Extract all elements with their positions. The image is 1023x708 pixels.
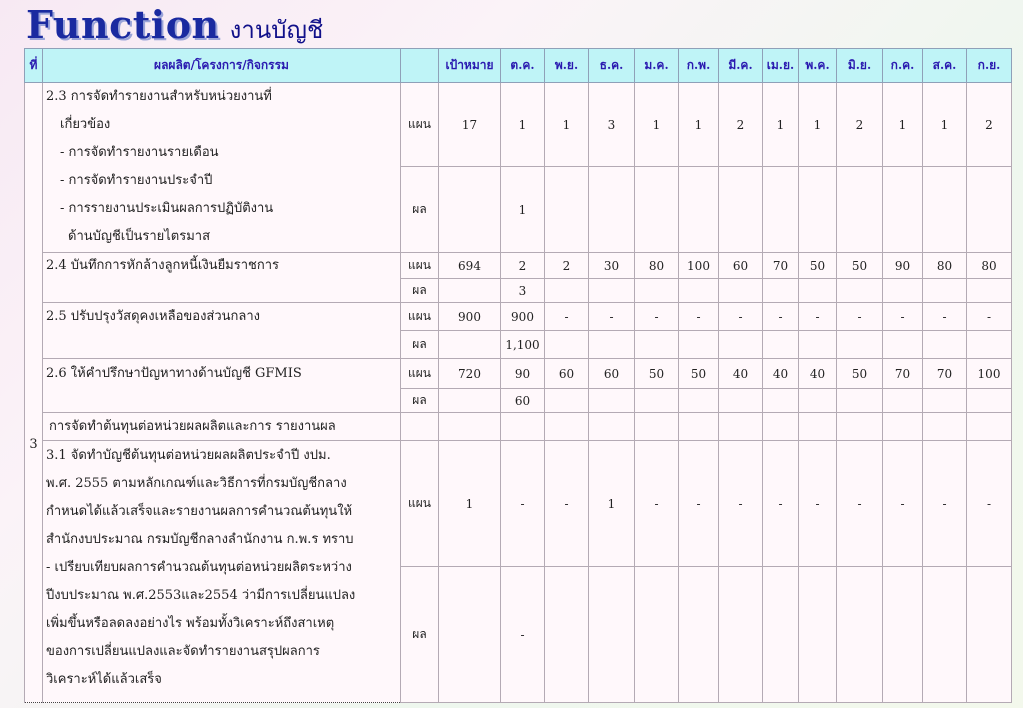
month-cell: - xyxy=(799,441,837,567)
header-no: ที่ xyxy=(25,49,43,83)
month-cell: 2 xyxy=(837,83,883,167)
month-cell: - xyxy=(545,441,589,567)
header-month: ม.ค. xyxy=(635,49,679,83)
month-cell xyxy=(967,331,1012,359)
item-2-6-description xyxy=(43,359,401,413)
month-cell xyxy=(589,567,635,703)
result-label: ผล xyxy=(401,567,439,703)
month-cell xyxy=(799,389,837,413)
month-cell: 1 xyxy=(883,83,923,167)
month-cell: 1 xyxy=(501,167,545,253)
header-month: เม.ย. xyxy=(763,49,799,83)
month-cell xyxy=(589,279,635,303)
month-cell xyxy=(545,167,589,253)
month-cell: - xyxy=(923,441,967,567)
item-2-5-description xyxy=(43,303,401,359)
item-2-4-description xyxy=(43,253,401,303)
month-cell: - xyxy=(763,441,799,567)
month-cell xyxy=(679,167,719,253)
month-cell: 1 xyxy=(763,83,799,167)
empty-cell xyxy=(401,413,439,441)
month-cell: 50 xyxy=(679,359,719,389)
header-month: ธ.ค. xyxy=(589,49,635,83)
month-cell xyxy=(763,389,799,413)
month-cell: - xyxy=(679,303,719,331)
month-cell xyxy=(545,279,589,303)
header-month: ก.ย. xyxy=(967,49,1012,83)
month-cell: 50 xyxy=(837,359,883,389)
month-cell: 1 xyxy=(635,83,679,167)
month-cell: 50 xyxy=(635,359,679,389)
table-row xyxy=(25,441,1012,567)
month-cell xyxy=(635,389,679,413)
desc-line: 2.5 ปรับปรุงวัสดุคงเหลือของส่วนกลาง xyxy=(46,309,261,324)
month-cell: 70 xyxy=(883,359,923,389)
month-cell: - xyxy=(635,303,679,331)
month-cell: 1 xyxy=(923,83,967,167)
function-table xyxy=(24,48,1012,703)
month-cell xyxy=(799,279,837,303)
month-cell: 50 xyxy=(799,253,837,279)
month-cell xyxy=(719,167,763,253)
month-cell: 1 xyxy=(545,83,589,167)
empty-cell xyxy=(799,413,837,441)
month-cell xyxy=(635,331,679,359)
month-cell xyxy=(799,567,837,703)
empty-cell xyxy=(501,413,545,441)
empty-cell xyxy=(967,413,1012,441)
empty-cell xyxy=(883,413,923,441)
month-cell: 100 xyxy=(967,359,1012,389)
header-month: มิ.ย. xyxy=(837,49,883,83)
target-cell: 17 xyxy=(439,83,501,167)
desc-line: 2.3 การจัดทำรายงานสำหรับหน่วยงานที่ xyxy=(46,89,272,104)
month-cell xyxy=(837,167,883,253)
month-cell: - xyxy=(967,441,1012,567)
month-cell: 80 xyxy=(923,253,967,279)
month-cell xyxy=(719,567,763,703)
month-cell: 1 xyxy=(589,441,635,567)
month-cell: 1,100 xyxy=(501,331,545,359)
month-cell xyxy=(545,331,589,359)
header-blank xyxy=(401,49,439,83)
desc-line: กำหนดได้แล้วเสร็จและรายงานผลการคำนวณต้นทุนให้ xyxy=(46,504,353,519)
desc-line: ปีงบประมาณ พ.ศ.2553และ2554 ว่ามีการเปลี่ยนแปลง xyxy=(46,588,356,603)
month-cell xyxy=(635,567,679,703)
month-cell: 3 xyxy=(589,83,635,167)
empty-cell xyxy=(589,413,635,441)
month-cell xyxy=(763,567,799,703)
month-cell: 40 xyxy=(763,359,799,389)
month-cell: 2 xyxy=(719,83,763,167)
desc-line: - การรายงานประเมินผลการปฏิบัติงาน xyxy=(60,201,274,216)
table-row xyxy=(25,303,1012,331)
month-cell xyxy=(635,167,679,253)
month-cell: - xyxy=(883,303,923,331)
month-cell: 3 xyxy=(501,279,545,303)
target-cell xyxy=(439,279,501,303)
month-cell xyxy=(883,167,923,253)
header-month: ส.ค. xyxy=(923,49,967,83)
empty-cell xyxy=(439,413,501,441)
target-cell xyxy=(439,331,501,359)
month-cell xyxy=(679,279,719,303)
item-3-1-description xyxy=(43,441,401,703)
month-cell xyxy=(883,279,923,303)
table-row xyxy=(25,83,1012,167)
month-cell: 90 xyxy=(501,359,545,389)
target-cell: 900 xyxy=(439,303,501,331)
month-cell xyxy=(923,389,967,413)
table-row xyxy=(25,253,1012,279)
month-cell xyxy=(545,389,589,413)
month-cell xyxy=(837,389,883,413)
header-product: ผลผลิต/โครงการ/กิจกรรม xyxy=(43,49,401,83)
month-cell: - xyxy=(679,441,719,567)
month-cell xyxy=(719,331,763,359)
month-cell: 80 xyxy=(635,253,679,279)
month-cell: - xyxy=(967,303,1012,331)
month-cell xyxy=(679,331,719,359)
month-cell xyxy=(923,331,967,359)
item-3-description xyxy=(43,413,401,441)
result-label: ผล xyxy=(401,279,439,303)
empty-cell xyxy=(923,413,967,441)
month-cell: 2 xyxy=(545,253,589,279)
month-cell: 90 xyxy=(883,253,923,279)
month-cell: 30 xyxy=(589,253,635,279)
month-cell: - xyxy=(763,303,799,331)
target-cell: 694 xyxy=(439,253,501,279)
month-cell: 70 xyxy=(763,253,799,279)
month-cell xyxy=(679,567,719,703)
target-cell xyxy=(439,567,501,703)
month-cell xyxy=(967,279,1012,303)
month-cell: 100 xyxy=(679,253,719,279)
month-cell xyxy=(923,167,967,253)
result-label: ผล xyxy=(401,389,439,413)
month-cell xyxy=(589,331,635,359)
month-cell: - xyxy=(589,303,635,331)
result-label: ผล xyxy=(401,331,439,359)
desc-line: 2.6 ให้คำปรึกษาปัญหาทางด้านบัญชี GFMIS xyxy=(46,366,302,381)
month-cell: 70 xyxy=(923,359,967,389)
header-month: ต.ค. xyxy=(501,49,545,83)
header-month: ก.พ. xyxy=(679,49,719,83)
desc-line: การจัดทำต้นทุนต่อหน่วยผลผลิตและการ รายงานผล xyxy=(49,418,336,434)
header-row xyxy=(25,49,1012,83)
month-cell: 60 xyxy=(501,389,545,413)
target-cell xyxy=(439,389,501,413)
table-row xyxy=(25,413,1012,441)
month-cell xyxy=(837,567,883,703)
plan-label: แผน xyxy=(401,83,439,167)
month-cell: 40 xyxy=(799,359,837,389)
empty-cell xyxy=(635,413,679,441)
month-cell: 2 xyxy=(501,253,545,279)
month-cell xyxy=(545,567,589,703)
month-cell xyxy=(883,567,923,703)
header-month: พ.ค. xyxy=(799,49,837,83)
empty-cell xyxy=(679,413,719,441)
desc-line: - เปรียบเทียบผลการคำนวณต้นทุนต่อหน่วยผลิตระหว่าง xyxy=(46,560,352,575)
month-cell: 2 xyxy=(967,83,1012,167)
target-cell: 720 xyxy=(439,359,501,389)
target-cell xyxy=(439,167,501,253)
month-cell: 40 xyxy=(719,359,763,389)
desc-line: สำนักงบประมาณ กรมบัญชีกลางลำนักงาน ก.พ.ร ทราบ xyxy=(46,532,354,547)
month-cell xyxy=(967,567,1012,703)
desc-line: เพิ่มขึ้นหรือลดลงอย่างไร พร้อมทั้งวิเคราะห์ถึงสาเหตุ xyxy=(46,616,335,631)
month-cell xyxy=(799,167,837,253)
month-cell: - xyxy=(837,303,883,331)
month-cell xyxy=(763,279,799,303)
title-english: Function xyxy=(26,2,220,47)
desc-line: พ.ศ. 2555 ตามหลักเกณฑ์และวิธีการที่กรมบัญชีกลาง xyxy=(46,476,347,491)
month-cell xyxy=(719,389,763,413)
month-cell: 1 xyxy=(799,83,837,167)
table-row xyxy=(25,359,1012,389)
month-cell xyxy=(763,331,799,359)
month-cell xyxy=(763,167,799,253)
plan-label: แผน xyxy=(401,441,439,567)
month-cell xyxy=(679,389,719,413)
month-cell: - xyxy=(923,303,967,331)
empty-cell xyxy=(545,413,589,441)
month-cell: - xyxy=(719,441,763,567)
month-cell: 80 xyxy=(967,253,1012,279)
month-cell xyxy=(635,279,679,303)
month-cell: - xyxy=(719,303,763,331)
month-cell: - xyxy=(799,303,837,331)
month-cell: 60 xyxy=(589,359,635,389)
month-cell xyxy=(883,331,923,359)
desc-line: - การจัดทำรายงานประจำปี xyxy=(60,173,213,188)
month-cell xyxy=(883,389,923,413)
month-cell xyxy=(837,331,883,359)
month-cell: 60 xyxy=(719,253,763,279)
month-cell: - xyxy=(545,303,589,331)
desc-line: ของการเปลี่ยนแปลงและจัดทำรายงานสรุปผลการ xyxy=(46,644,320,659)
header-month: พ.ย. xyxy=(545,49,589,83)
month-cell: - xyxy=(501,441,545,567)
month-cell xyxy=(967,389,1012,413)
page-title xyxy=(26,2,323,46)
group-number-text: 3 xyxy=(29,437,38,452)
group-number xyxy=(25,83,43,703)
month-cell xyxy=(589,167,635,253)
month-cell: - xyxy=(635,441,679,567)
target-cell: 1 xyxy=(439,441,501,567)
empty-cell xyxy=(837,413,883,441)
desc-line: 3.1 จัดทำบัญชีต้นทุนต่อหน่วยผลผลิตประจำปี งปม. xyxy=(46,448,331,463)
desc-line: ด้านบัญชีเป็นรายไตรมาส xyxy=(68,229,211,244)
month-cell xyxy=(923,279,967,303)
month-cell xyxy=(923,567,967,703)
plan-label: แผน xyxy=(401,253,439,279)
header-target: เป้าหมาย xyxy=(439,49,501,83)
month-cell xyxy=(799,331,837,359)
header-month: มี.ค. xyxy=(719,49,763,83)
month-cell: - xyxy=(501,567,545,703)
month-cell: 900 xyxy=(501,303,545,331)
plan-label: แผน xyxy=(401,303,439,331)
month-cell xyxy=(837,279,883,303)
plan-label: แผน xyxy=(401,359,439,389)
month-cell: 50 xyxy=(837,253,883,279)
month-cell: - xyxy=(837,441,883,567)
result-label: ผล xyxy=(401,167,439,253)
month-cell: 60 xyxy=(545,359,589,389)
desc-line: วิเคราะห์ได้แล้วเสร็จ xyxy=(46,672,162,687)
item-2-3-description xyxy=(43,83,401,253)
desc-line: เกี่ยวข้อง xyxy=(60,117,111,132)
empty-cell xyxy=(719,413,763,441)
month-cell xyxy=(967,167,1012,253)
month-cell xyxy=(589,389,635,413)
month-cell xyxy=(719,279,763,303)
desc-line: 2.4 บันทึกการหักล้างลูกหนี้เงินยืมราชการ xyxy=(46,258,280,273)
month-cell: - xyxy=(883,441,923,567)
empty-cell xyxy=(763,413,799,441)
month-cell: 1 xyxy=(679,83,719,167)
title-thai: งานบัญชี xyxy=(229,16,324,44)
month-cell: 1 xyxy=(501,83,545,167)
desc-line: - การจัดทำรายงานรายเดือน xyxy=(60,145,219,160)
header-month: ก.ค. xyxy=(883,49,923,83)
